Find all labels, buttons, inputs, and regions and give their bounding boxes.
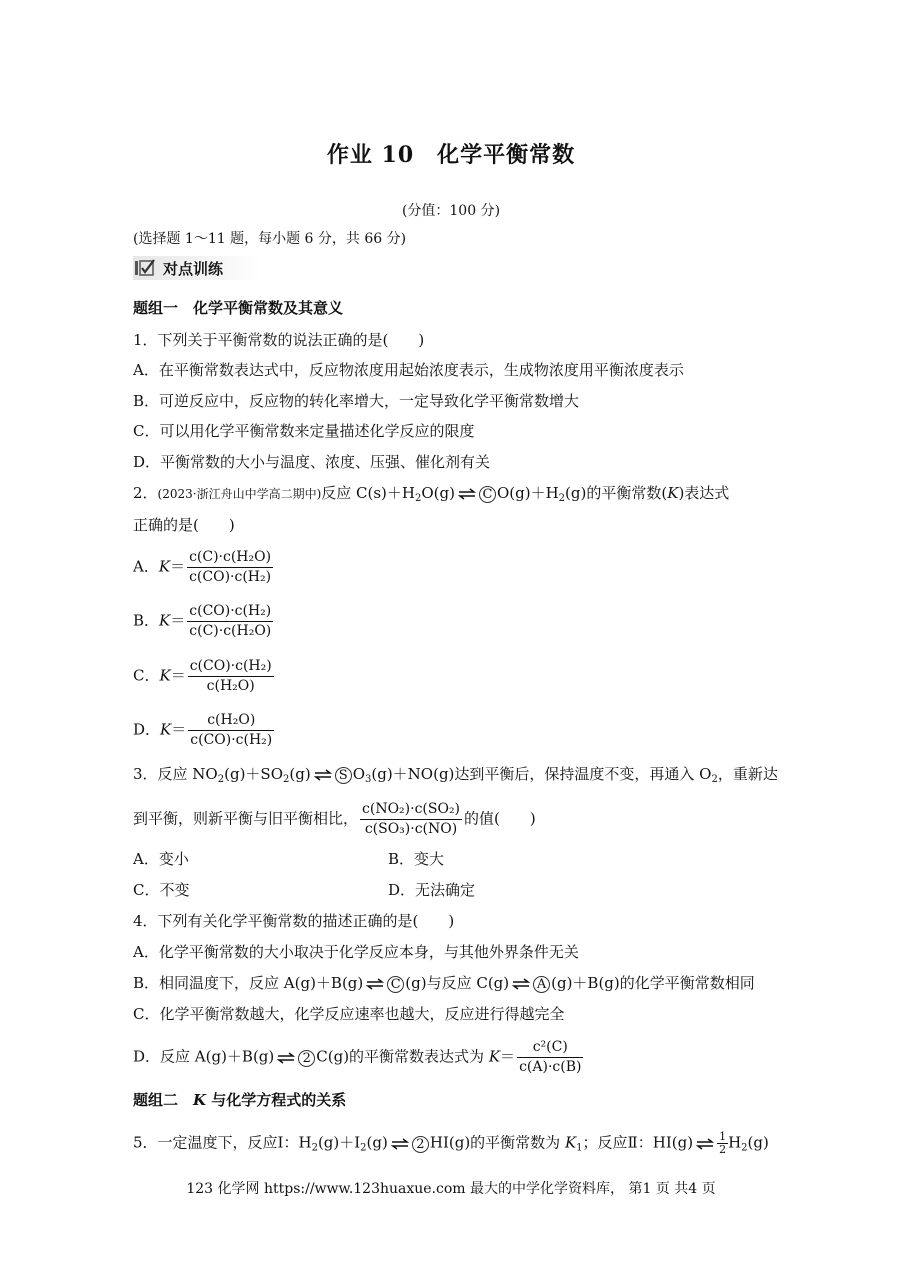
- q2-option-a: A．K＝ $\frac{\text{c(C)·c(H₂O)}}{\text{c(CO)·c(H₂)}}$: [133, 549, 272, 585]
- q1-option-b: B．可逆反应中，反应物的转化率增大，一定导致化学平衡常数增大: [133, 392, 580, 410]
- q4-option-c: C．化学平衡常数越大，化学反应速率也越大，反应进行得越完全: [133, 1005, 565, 1023]
- q3-option-d: D．无法确定: [388, 881, 476, 899]
- q2-stem-line2: 正确的是( ): [133, 516, 235, 534]
- page-footer: 123 化学网 https://www.123huaxue.com 最大的中学化学资料库， 第1 页 共4 页: [186, 1181, 716, 1197]
- section-banner: [133, 256, 263, 280]
- q3-option-a: A．变小: [133, 850, 189, 868]
- equilibrium-arrow-icon: [391, 1138, 409, 1150]
- fraction: $\frac{\text{c(C)·c(H₂O)}}{\text{c(CO)·c(H₂)}}$: [189, 549, 272, 585]
- encircled-letter: 2: [298, 1050, 315, 1067]
- fraction: $\frac{\text{c(CO)·c(H₂)}}{\text{c(H₂O)}}$: [189, 658, 272, 694]
- group2-heading: 题组二 K 与化学方程式的关系: [133, 1091, 347, 1109]
- page-title: 作业 10 化学平衡常数: [326, 142, 576, 168]
- q3-option-c: C．不变: [133, 881, 190, 899]
- check-icon: [135, 259, 155, 277]
- q2-option-d: D．K＝ $\frac{\text{c(H₂O)}}{\text{c(CO)·c(H₂)}}$: [133, 712, 273, 748]
- q2-stem: 2．(2023·浙江舟山中学高二期中)反应 $C(s)+H_2O(g)$ C $O(g)+H_2(g)$的平衡常数(K)表达式: [133, 484, 730, 504]
- encircled-letter: C: [479, 486, 496, 503]
- q1-option-a: A．在平衡常数表达式中，反应物浓度用起始浓度表示，生成物浓度用平衡浓度表示: [133, 361, 684, 379]
- q3-stem-line2: 到平衡，则新平衡与旧平衡相比， $\frac{\text{c(NO₂)·c(SO₂)}}{\text{c(SO₃)·c(NO)}}$ 的值( ): [133, 801, 536, 837]
- q3-option-b: B．变大: [388, 850, 445, 868]
- q3-options-row1: [133, 849, 633, 869]
- equilibrium-arrow-icon: [696, 1138, 714, 1150]
- q3-options-row2: [133, 880, 633, 900]
- fraction: $\frac{1}{2}$: [719, 1130, 727, 1156]
- fraction: $\frac{\text{c(H₂O)}}{\text{c(CO)·c(H₂)}}$: [190, 712, 273, 748]
- q4-option-d: D．反应 A(g)＋B(g) 2 C(g)的平衡常数表达式为 K＝ $\frac{\text{c²(C)}}{c(A)\cdot c(B)}$: [133, 1039, 582, 1075]
- q2-source: (2023·浙江舟山中学高二期中): [157, 487, 322, 501]
- q3-stem: 3．反应 $NO_2(g)+SO_2(g)$ S $O_3(g)+NO(g)$达到平衡后，保持温度不变，再通入 $O_2$，重新达: [133, 765, 778, 785]
- fraction: $\frac{\text{c(CO)·c(H₂)}}{\text{c(C)·c(H₂O)}}$: [189, 603, 272, 639]
- q1-stem: 1．下列关于平衡常数的说法正确的是( ): [133, 331, 425, 349]
- equilibrium-arrow-icon: [366, 978, 384, 990]
- score-note: (分值：100 分): [401, 203, 501, 219]
- equilibrium-arrow-icon: [512, 978, 530, 990]
- q2-option-c: C．K＝ $\frac{\text{c(CO)·c(H₂)}}{\text{c(H₂O)}}$: [133, 658, 272, 694]
- q2-option-b: B．K＝ $\frac{\text{c(CO)·c(H₂)}}{\text{c(C)·c(H₂O)}}$: [133, 603, 272, 639]
- choice-note: (选择题 1～11 题，每小题 6 分，共 66 分): [133, 231, 407, 247]
- q4-option-b: B．相同温度下，反应 A(g)＋B(g) C (g)与反应 C(g) A (g)＋B(g)的化学平衡常数相同: [133, 974, 755, 992]
- encircled-letter: C: [387, 976, 404, 993]
- encircled-letter: A: [533, 976, 550, 993]
- q1-option-d: D．平衡常数的大小与温度、浓度、压强、催化剂有关: [133, 453, 491, 471]
- encircled-letter: 2: [412, 1136, 429, 1153]
- fraction: $\frac{\text{c²(C)}}{c(A)\cdot c(B)}$: [519, 1039, 582, 1075]
- fraction: $\frac{\text{c(NO₂)·c(SO₂)}}{\text{c(SO₃)·c(NO)}}$: [362, 801, 461, 837]
- equilibrium-arrow-icon: [458, 488, 476, 500]
- q5-stem: 5．一定温度下，反应Ⅰ：$H_2(g)+I_2(g)$ 2 HI(g)的平衡常数为 $K_1$；反应Ⅱ：HI(g) $\frac{1}{2}$ $H_2(g)$: [133, 1130, 769, 1156]
- encircled-letter: S: [335, 767, 352, 784]
- banner-label: 对点训练: [163, 260, 224, 278]
- equilibrium-arrow-icon: [277, 1052, 295, 1064]
- equilibrium-arrow-icon: [314, 769, 332, 781]
- q1-option-c: C．可以用化学平衡常数来定量描述化学反应的限度: [133, 422, 475, 440]
- group1-heading: 题组一 化学平衡常数及其意义: [133, 299, 344, 317]
- q4-stem: 4．下列有关化学平衡常数的描述正确的是( ): [133, 912, 455, 930]
- q4-option-a: A．化学平衡常数的大小取决于化学反应本身，与其他外界条件无关: [133, 943, 579, 961]
